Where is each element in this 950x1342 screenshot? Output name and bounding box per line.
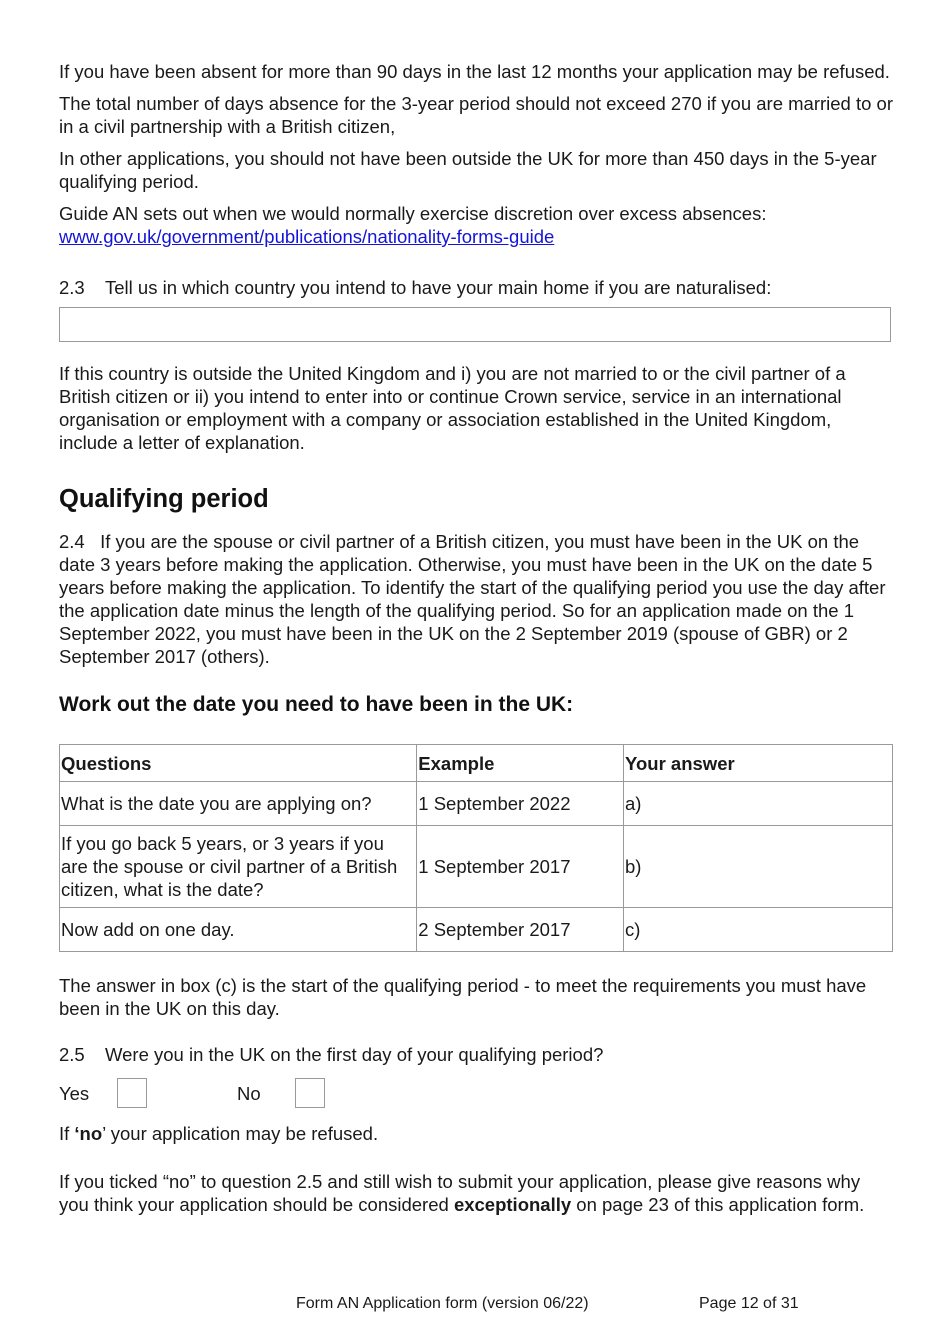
ticked-post: on page 23 of this application form. — [571, 1194, 865, 1215]
absence-90-days-text: If you have been absent for more than 90 days in the last 12 months your application may be refused. — [59, 61, 890, 82]
question-text: Tell us in which country you intend to have your main home if you are naturalised: — [105, 277, 772, 298]
no-label: No — [237, 1082, 261, 1104]
work-out-date-heading: Work out the date you need to have been in the UK: — [59, 693, 574, 716]
discretion-text — [59, 202, 893, 248]
discretion-text-label: Guide AN sets out when we would normally exercise discretion over excess absences: — [59, 203, 767, 224]
main-home-country-input[interactable] — [59, 307, 891, 342]
question-number: 2.4 — [59, 531, 85, 552]
table-row — [60, 826, 893, 908]
question-2-3 — [59, 276, 893, 299]
ticked-pre: If you ticked “no” to question 2.5 and still wish to submit your application, please give reasons why you think your application should be considered — [59, 1171, 861, 1215]
no-checkbox[interactable] — [295, 1078, 325, 1108]
if-no-refused-text — [59, 1122, 893, 1145]
row-question: What is the date you are applying on? — [60, 782, 417, 826]
absence-450-days-text: In other applications, you should not have been outside the UK for more than 450 days in the 5-year qualifying period. — [59, 148, 877, 192]
row-question: Now add on one day. — [60, 908, 417, 952]
question-text: If you are the spouse or civil partner of a British citizen, you must have been in the UK on the date 3 years before making the application. Otherwise, you must have been in the UK on the date 5 years before making the application. To identify the start of the qualifying period you use the day after the application date minus the length of the qualifying period. So for an application made on the 1 September 2022, you must have been in the UK on the 2 September 2019 (spouse of GBR) or 2 September 2017 (others). — [59, 531, 886, 667]
question-number: 2.5 — [59, 1044, 85, 1065]
question-text: Were you in the UK on the first day of your qualifying period? — [105, 1044, 604, 1065]
exceptional-reasons-text — [59, 1170, 893, 1216]
if-no-pre: If — [59, 1123, 75, 1144]
form-name: Form AN Application form (version 06/22) — [296, 1295, 589, 1312]
nationality-forms-guide-link[interactable]: www.gov.uk/government/publications/nationality-forms-guide — [59, 226, 555, 247]
answer-a-input[interactable]: a) — [624, 782, 893, 826]
qualifying-period-heading: Qualifying period — [59, 485, 269, 513]
if-no-bold: ‘no — [74, 1123, 103, 1144]
header-questions: Questions — [60, 745, 417, 782]
table-header-row — [60, 745, 893, 782]
row-example: 2 September 2017 — [417, 908, 624, 952]
row-example: 1 September 2022 — [417, 782, 624, 826]
if-no-post: ’ your application may be refused. — [102, 1123, 379, 1144]
table-row — [60, 908, 893, 952]
question-number: 2.3 — [59, 277, 85, 298]
question-2-4 — [59, 530, 893, 668]
page-number: Page 12 of 31 — [699, 1295, 799, 1312]
row-example: 1 September 2017 — [417, 826, 624, 908]
absence-270-days-text: The total number of days absence for the 3-year period should not exceed 270 if you are married to or in a civil partnership with a British citizen, — [59, 93, 894, 137]
header-example: Example — [417, 745, 624, 782]
question-2-5 — [59, 1043, 893, 1066]
table-row — [60, 782, 893, 826]
letter-of-explanation-note: If this country is outside the United Kingdom and i) you are not married to or the civil partner of a British citizen or ii) you intend to enter into or continue Crown service, service in an international organisation or employment with a company or association established in the United Kingdom, include a letter of explanation. — [59, 363, 846, 453]
yes-checkbox[interactable] — [117, 1078, 147, 1108]
answer-c-input[interactable]: c) — [624, 908, 893, 952]
answer-b-input[interactable]: b) — [624, 826, 893, 908]
page-content — [59, 60, 893, 1216]
box-c-explanation: The answer in box (c) is the start of the qualifying period - to meet the requirements you must have been in the UK on this day. — [59, 975, 867, 1019]
work-out-date-table — [59, 744, 893, 952]
ticked-bold: exceptionally — [453, 1194, 572, 1215]
yes-no-choice — [59, 1078, 893, 1108]
header-your-answer: Your answer — [624, 745, 893, 782]
row-question: If you go back 5 years, or 3 years if you are the spouse or civil partner of a British citizen, what is the date? — [60, 826, 417, 908]
yes-label: Yes — [59, 1082, 90, 1104]
